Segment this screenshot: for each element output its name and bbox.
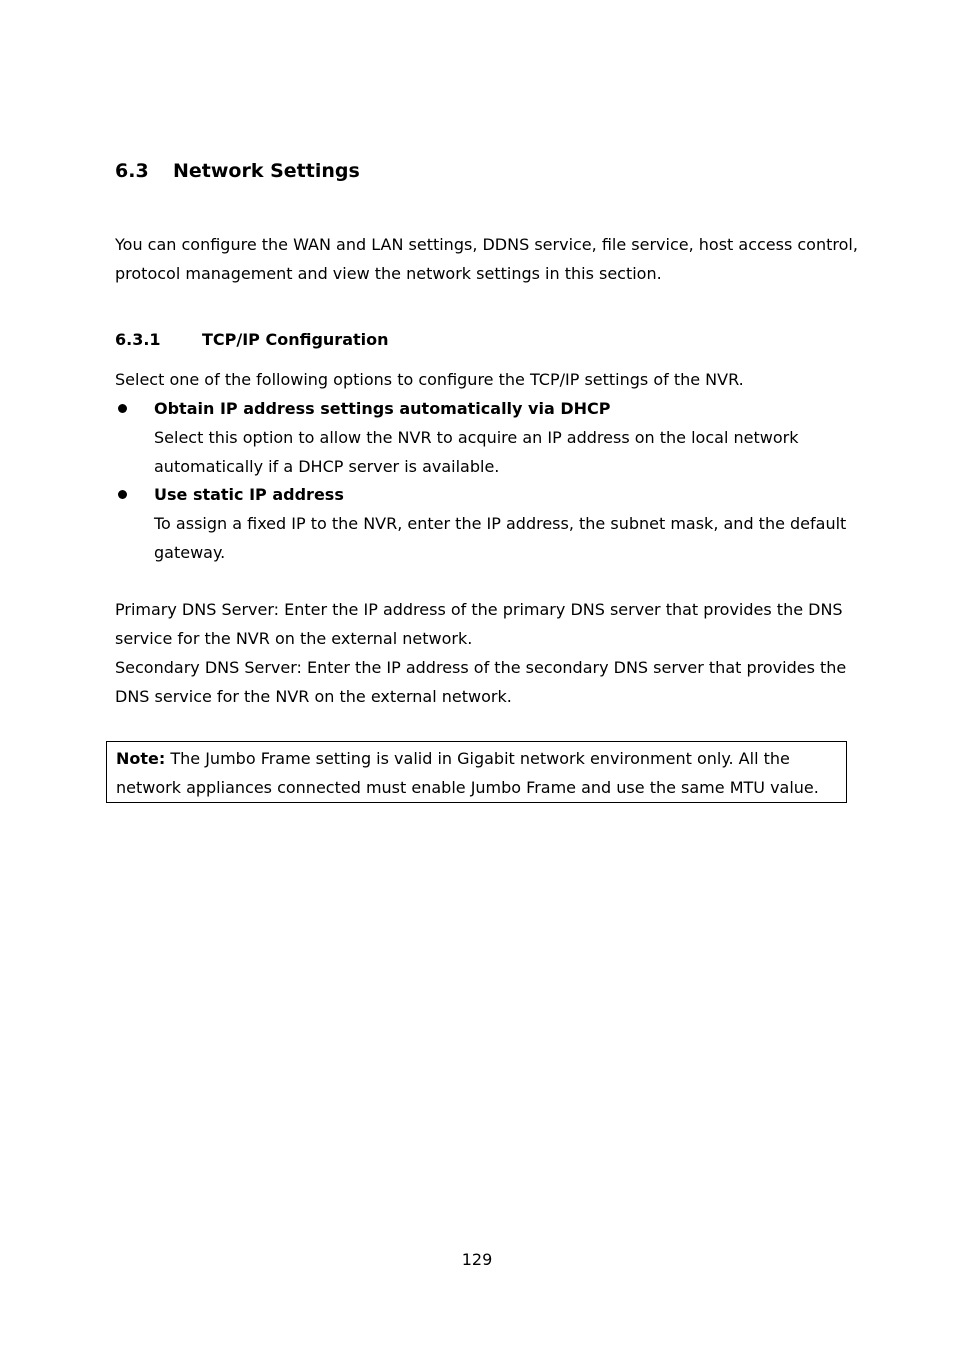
option-description: gateway. [154,543,226,562]
list-item [115,394,855,481]
options-intro-line: Select one of the following options to configure the TCP/IP settings of the NVR. [115,370,744,389]
option-title: Obtain IP address settings automatically via DHCP [154,399,611,418]
subsection-heading [115,330,389,349]
intro-line: protocol management and view the network settings in this section. [115,264,662,283]
dns-primary-line: Primary DNS Server: Enter the IP address of the primary DNS server that provides the DNS [115,600,843,619]
intro-line: You can configure the WAN and LAN settings, DDNS service, file service, host access control, [115,235,858,254]
bullet-icon [118,404,127,413]
option-description: To assign a fixed IP to the NVR, enter the IP address, the subnet mask, and the default [154,514,847,533]
note-line: The Jumbo Frame setting is valid in Gigabit network environment only. All the [165,749,790,768]
section-title: Network Settings [173,160,360,182]
dns-secondary-line: Secondary DNS Server: Enter the IP address of the secondary DNS server that provides the [115,658,847,677]
dns-primary-line: service for the NVR on the external network. [115,629,473,648]
subsection-title: TCP/IP Configuration [202,330,389,349]
section-heading [115,160,360,182]
option-description: automatically if a DHCP server is available. [154,457,500,476]
page-number: 129 [461,1250,493,1269]
dns-paragraph [115,595,855,711]
bullet-icon [118,490,127,499]
subsection-number: 6.3.1 [115,330,161,349]
intro-paragraph [115,230,858,288]
dns-secondary-line: DNS service for the NVR on the external network. [115,687,512,706]
note-box [106,741,847,803]
note-text [116,744,819,802]
note-label: Note: [116,749,166,768]
note-line: network appliances connected must enable Jumbo Frame and use the same MTU value. [116,778,819,797]
section-number: 6.3 [115,160,149,182]
option-title: Use static IP address [154,485,344,504]
options-intro [115,365,855,394]
option-description: Select this option to allow the NVR to acquire an IP address on the local network [154,428,799,447]
list-item [115,480,855,567]
